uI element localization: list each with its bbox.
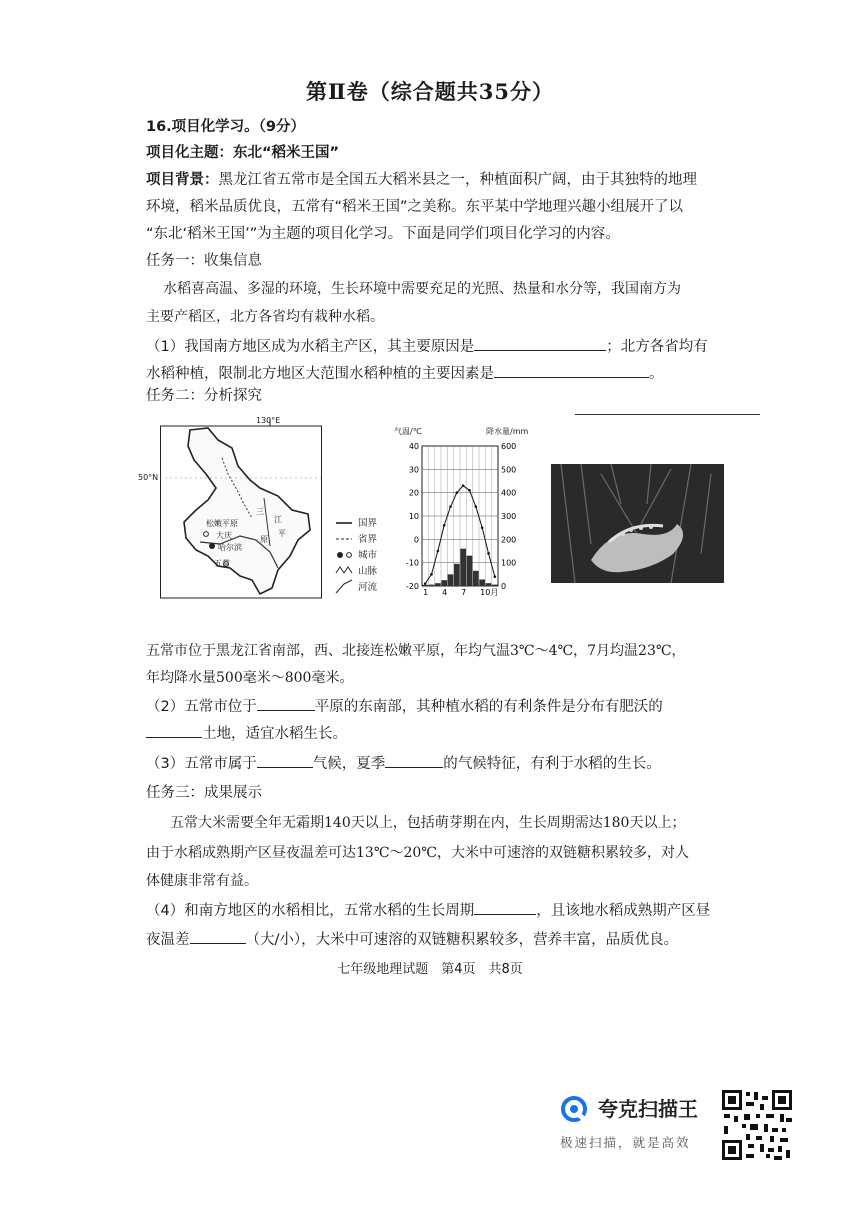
brand-slogan: 极速扫描，就是高效 — [560, 1135, 691, 1150]
task3-title: 任务三：成果展示 — [146, 785, 262, 801]
task3-line-1: 五常大米需要全年无霜期140天以上，包括萌芽期在内，生长周期需达180天以上； — [170, 815, 686, 831]
map-label-harbin: 哈尔滨 — [218, 543, 242, 552]
q2-text-a: （2）五常市位于 — [146, 699, 257, 715]
x-tick-label: 4 — [442, 588, 448, 597]
theme-label: 项目化主题： — [146, 145, 233, 161]
y-left-tick-label: 20 — [408, 488, 419, 498]
map-label-san: 三 — [256, 507, 264, 516]
temperature-point — [468, 489, 471, 492]
x-tick-label: 10月 — [480, 588, 499, 597]
precipitation-bar — [454, 564, 460, 586]
q2-line-2 — [146, 722, 347, 745]
precipitation-bar — [486, 583, 492, 586]
task1-title: 任务一：收集信息 — [146, 253, 262, 269]
y-right-tick-label: 200 — [501, 535, 517, 545]
q1-line-2 — [146, 362, 664, 385]
x-tick-label: 7 — [461, 588, 467, 597]
y-right-tick-label: 100 — [501, 558, 517, 568]
temperature-point — [437, 550, 440, 553]
temperature-point — [424, 582, 427, 585]
q1-blank-2[interactable] — [494, 362, 649, 378]
qr-code-icon — [720, 1088, 794, 1162]
y-right-tick-label: 300 — [501, 512, 517, 521]
q4-text-a: （4）和南方地区的水稻相比，五常水稻的生长周期 — [146, 903, 475, 919]
precipitation-bar — [422, 585, 428, 586]
q2-blank-1[interactable] — [257, 695, 315, 711]
temperature-point — [462, 484, 465, 487]
map-label-jiang: 江 — [274, 515, 282, 524]
chart-ylabel-left: 气温/℃ — [394, 427, 422, 436]
y-right-tick-label: 600 — [501, 442, 517, 451]
chart-ylabel-right: 降水量/mm — [486, 427, 529, 436]
precipitation-bar — [441, 580, 447, 586]
q4-line-1 — [146, 899, 710, 922]
map-label-daqing: 大庆 — [216, 531, 232, 540]
rice-photo — [551, 464, 724, 583]
scanner-brand — [560, 1093, 720, 1163]
q1-text-b: ；北方各省均有 — [606, 339, 708, 355]
x-tick-label: 1 — [423, 588, 429, 597]
y-left-tick-label: -20 — [405, 582, 419, 591]
y-left-tick-label: 10 — [408, 512, 419, 521]
temperature-point — [481, 526, 484, 529]
divider-line — [575, 414, 760, 415]
quark-logo-icon — [560, 1095, 588, 1123]
task1-line-2: 主要产稻区，北方各省均有栽种水稻。 — [146, 309, 384, 325]
brand-name: 夸克扫描王 — [598, 1097, 698, 1121]
precipitation-bar — [473, 571, 479, 586]
task1-line-1: 水稻喜高温、多湿的环境，生长环境中需要充足的光照、热量和水分等，我国南方为 — [163, 281, 681, 297]
climate-chart-svg — [394, 424, 546, 600]
question-16-heading: 16.项目化学习。（9分） — [146, 119, 306, 135]
q4-text-d: （大/小），大米中可速溶的双链糖积累较多，营养丰富，品质优良。 — [245, 932, 679, 948]
map-label-yuan: 原 — [260, 535, 268, 544]
temperature-point — [494, 575, 497, 578]
precipitation-bar — [479, 579, 485, 586]
precipitation-bar — [429, 585, 435, 586]
q1-line-1 — [146, 335, 708, 358]
q3-line — [146, 752, 661, 775]
theme-text: 东北“稻米王国” — [233, 145, 340, 161]
precipitation-bar — [460, 549, 466, 586]
q1-text-a: （1）我国南方地区成为水稻主产区，其主要原因是 — [146, 339, 475, 355]
q4-text-c: 夜温差 — [146, 932, 190, 948]
precipitation-bar — [448, 574, 454, 586]
background-line-1 — [146, 169, 697, 191]
temperature-point — [430, 573, 433, 576]
temperature-point — [487, 552, 490, 555]
precipitation-bar — [492, 585, 498, 586]
y-right-tick-label: 400 — [501, 488, 517, 498]
task2-line-2: 年均降水量500毫米～800毫米。 — [146, 670, 354, 686]
y-right-tick-label: 0 — [501, 582, 507, 591]
task3-line-3: 体健康非常有益。 — [146, 873, 258, 889]
map-label-ping: 平 — [278, 529, 286, 538]
q4-blank-1[interactable] — [474, 899, 536, 915]
page-title: 第Ⅱ卷（综合题共35分） — [306, 79, 554, 104]
q1-blank-1[interactable] — [474, 335, 606, 351]
legend-province: 省界 — [358, 534, 378, 545]
q2-text-b: 平原的东南部，其种植水稻的有利条件是分布有肥沃的 — [314, 699, 663, 715]
q3-blank-2[interactable] — [385, 752, 443, 768]
q3-text-c: 的气候特征，有利于水稻的生长。 — [443, 756, 661, 772]
temperature-point — [475, 505, 478, 508]
background-line-2: 环境，稻米品质优良，五常有“稻米王国”之美称。东平某中学地理兴趣小组展开了以 — [146, 199, 684, 215]
q1-text-c: 水稻种植，限制北方地区大范围水稻种植的主要因素是 — [146, 366, 494, 382]
task2-title: 任务二：分析探究 — [146, 388, 262, 404]
climate-chart — [394, 424, 546, 600]
map-label-wuchang: 五常 — [214, 559, 230, 568]
background-text-1: 黑龙江省五常市是全国五大稻米县之一，种植面积广阔，由于其独特的地理 — [218, 172, 697, 188]
y-left-tick-label: -10 — [405, 558, 419, 568]
legend-mountain: 山脉 — [358, 566, 378, 577]
temperature-point — [443, 524, 446, 527]
q3-blank-1[interactable] — [257, 752, 313, 768]
q4-line-2 — [146, 928, 678, 951]
background-line-3: “东北‘稻米王国’”为主题的项目化学习。下面是同学们项目化学习的内容。 — [146, 226, 620, 242]
temperature-point — [456, 491, 459, 494]
background-label: 项目背景： — [146, 172, 219, 188]
temperature-point — [449, 505, 452, 508]
precipitation-bar — [467, 556, 473, 586]
q2-blank-2[interactable] — [146, 722, 202, 738]
y-right-tick-label: 500 — [501, 465, 517, 475]
legend-city: 城市 — [358, 550, 378, 561]
q2-line-1 — [146, 695, 663, 718]
y-left-tick-label: 40 — [408, 442, 419, 451]
latitude-label: 50°N — [138, 473, 159, 482]
y-left-tick-label: 30 — [408, 465, 419, 475]
legend-border: 国界 — [358, 518, 378, 529]
y-left-tick-label: 0 — [413, 535, 419, 545]
project-theme — [146, 142, 339, 164]
precipitation-bar — [435, 583, 441, 586]
q4-blank-2[interactable] — [190, 928, 246, 944]
page-footer: 七年级地理试题 第4页 共8页 — [337, 962, 523, 977]
q3-text-a: （3）五常市属于 — [146, 756, 257, 772]
map-label-songnen: 松嫩平原 — [206, 519, 238, 528]
q4-text-b: ，且该地水稻成熟期产区昼 — [536, 903, 711, 919]
longitude-label: 130°E — [256, 416, 281, 425]
q3-text-b: 气候，夏季 — [312, 756, 386, 772]
task2-line-1: 五常市位于黑龙江省南部，西、北接连松嫩平原，年均气温3℃～4℃，7月均温23℃， — [146, 643, 686, 659]
task3-line-2: 由于水稻成熟期产区昼夜温差可达13℃～20℃，大米中可速溶的双链糖积累较多，对人 — [146, 845, 689, 861]
q1-text-d: 。 — [649, 366, 664, 382]
q2-text-c: 土地，适宜水稻生长。 — [202, 726, 347, 742]
legend-river: 河流 — [358, 582, 378, 593]
map-legend — [358, 516, 377, 596]
